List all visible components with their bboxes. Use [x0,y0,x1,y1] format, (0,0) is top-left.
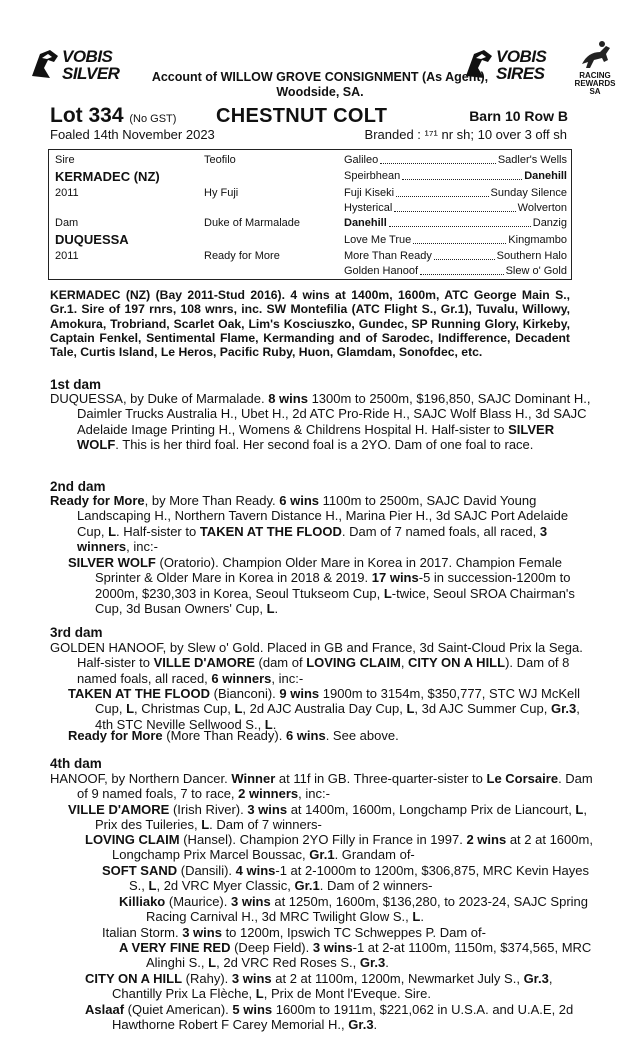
dam-sire: Duke of Marmalade [204,217,300,229]
sire-dam: Hy Fuji [204,187,239,199]
sire-label: Sire [55,154,75,166]
dam-year: 2011 [55,250,79,262]
barn-location: Barn 10 Row B [469,108,568,124]
dam4-progeny-italian-storm: Italian Storm. 3 wins to 1200m, Ipswich TC Schweppes P. Dam of- [102,925,486,940]
jockey-horse-icon [578,38,614,72]
sire-year: 2011 [55,187,79,199]
lot-label: Lot 334 [50,104,124,127]
logo-right-text: VOBIS SIRES [496,47,547,83]
gg-row: Speirbhean Danehill [344,170,567,182]
account-line-1: Account of WILLOW GROVE CONSIGNMENT (As Agent), [151,70,489,84]
dam2-text: Ready for More, by More Than Ready. 6 wins 1100m to 2500m, SAJC David Young Landscaping H., Northern Tavern Distance H., Marina Pier H., 3d SAJC Port Adelaide Cup, L. Half-sister to TAKEN AT THE FLOOD. Dam of 7 named foals, all raced, 3 winners, inc:- [50,493,569,555]
dam-dam: Ready for More [204,250,280,262]
gg-row: Hysterical Wolverton [344,202,567,214]
dam1-text: DUQUESSA, by Duke of Marmalade. 8 wins 1300m to 2500m, $196,850, SAJC Dominant H., Daimler Trucks Australia H., Ubet H., 2d ATC Pro-Ride H., SAJC Wolf Blass H., 3d SAJC Adelaide Image Printing H., Womens & Childrens Hospital H. Half-sister to SILVER WOLF. This is her third foal. Her second foal is a 2YO. Dam of one foal to race. [50,391,591,453]
racing-rewards-text: RACING REWARDS SA [574,71,616,96]
dam4-progeny-a-very-fine-red: A VERY FINE RED (Deep Field). 3 wins-1 at 2-at 1100m, 1150m, $374,565, MRC Alinghi S., L, 2d VRC Red Roses S., Gr.3. [119,940,592,971]
gg-row: Galileo Sadler's Wells [344,154,567,166]
dam2-heading: 2nd dam [50,479,106,494]
foaled-date: Foaled 14th November 2023 [50,127,215,142]
gst-note: (No GST) [129,113,177,125]
vendor-account [0,70,640,100]
dam4-progeny-city-on-a-hill: CITY ON A HILL (Rahy). 3 wins at 2 at 1100m, 1200m, Newmarket July S., Gr.3, Chantilly Prix La Flèche, L, Prix de Mont l'Eveque. Sire. [85,971,553,1002]
dam4-progeny-killiako: Killiako (Maurice). 3 wins at 1250m, 1600m, $136,280, to 2023-24, SAJC Spring Racing Carnival H., 3d MRC Twilight Glow S., L. [119,894,588,925]
gg-row: Golden Hanoof Slew o' Gold [344,265,567,277]
dam-name: DUQUESSA [55,232,129,247]
dam2-progeny-silver-wolf: SILVER WOLF (Oratorio). Champion Older Mare in Korea in 2017. Champion Female Sprinter & Older Mare in Korea in 2018 & 2019. 17 wins-5 in succession-1200m to 2000m, $230,303 in Korea, Seoul Ttukseom Cup, L-twice, Seoul SROA Chairman's Cup, 3d Busan Owners' Cup, L. [68,555,575,617]
sire-name: KERMADEC (NZ) [55,169,160,184]
horse-title: CHESTNUT COLT [216,105,388,127]
dam4-progeny-ville-damore: VILLE D'AMORE (Irish River). 3 wins at 1400m, 1600m, Longchamp Prix de Liancourt, L, Prix des Tuileries, L. Dam of 7 winners- [68,802,587,833]
gg-row: Love Me True Kingmambo [344,234,567,246]
dam4-heading: 4th dam [50,756,102,771]
dam1-heading: 1st dam [50,377,102,392]
pedigree-table [48,149,572,280]
logo-left-text: VOBIS SILVER [62,47,120,83]
dam-label: Dam [55,217,79,229]
dam3-heading: 3rd dam [50,625,103,640]
gg-row: Danehill Danzig [344,217,567,229]
account-line-2: Woodside, SA. [276,85,364,99]
sire-summary: KERMADEC (NZ) (Bay 2011-Stud 2016). 4 wins at 1400m, 1600m, ATC George Main S., Gr.1. Sire of 197 rnrs, 108 wnrs, inc. SW Montefilia (ATC Flight S., Gr.1), Tuvalu, Willowy, Amokura, Trobriand, Scarlet Oak, Lim's Kosciuszko, Gundec, SP Running Glory, Kirkeby, Captain Fenkel, Sentimental Flame, Kermanding and of Sarodec, Indifference, Decadent Tale, Curtis Island, Le Heros, Pacific Ruby, Huon, Glamdam, Sonofdec, etc. [50,288,570,360]
sire-sire: Teofilo [204,154,236,166]
dam4-progeny-aslaaf: Aslaaf (Quiet American). 5 wins 1600m to 1911m, $221,062 in U.S.A. and U.A.E, 2d Hawthorne Robert F Carey Memorial H., Gr.3. [85,1002,574,1033]
gg-row: More Than Ready Southern Halo [344,250,567,262]
gg-row: Fuji Kiseki Sunday Silence [344,187,567,199]
dam3-progeny-ready-for-more: Ready for More (More Than Ready). 6 wins. See above. [68,728,399,743]
dam3-progeny-taken-at-the-flood: TAKEN AT THE FLOOD (Bianconi). 9 wins 1900m to 3154m, $350,777, STC WJ McKell Cup, L, Christmas Cup, L, 2d AJC Australia Day Cup, L, 3d AJC Summer Cup, Gr.3, 4th STC Neville Sellwood S., L. [68,686,581,732]
dam3-text: GOLDEN HANOOF, by Slew o' Gold. Placed in GB and France, 3d Saint-Cloud Prix la Sega. Half-sister to VILLE D'AMORE (dam of LOVING CLAIM, CITY ON A HILL). Dam of 8 named foals, all raced, 6 winners, inc:- [50,640,583,686]
dam4-progeny-loving-claim: LOVING CLAIM (Hansel). Champion 2YO Filly in France in 1997. 2 wins at 2 at 1600m, Longchamp Prix Marcel Boussac, Gr.1. Grandam of- [85,832,593,863]
dam4-text: HANOOF, by Northern Dancer. Winner at 11f in GB. Three-quarter-sister to Le Corsaire. Dam of 9 named foals, 7 to race, 2 winners, inc:- [50,771,593,802]
brand-marks: Branded : ¹⁷¹ nr sh; 10 over 3 off sh [364,127,567,142]
dam4-progeny-soft-sand: SOFT SAND (Dansili). 4 wins-1 at 2-1000m to 1200m, $306,875, MRC Kevin Hayes S., L, 2d VRC Myer Classic, Gr.1. Dam of 2 winners- [102,863,590,894]
